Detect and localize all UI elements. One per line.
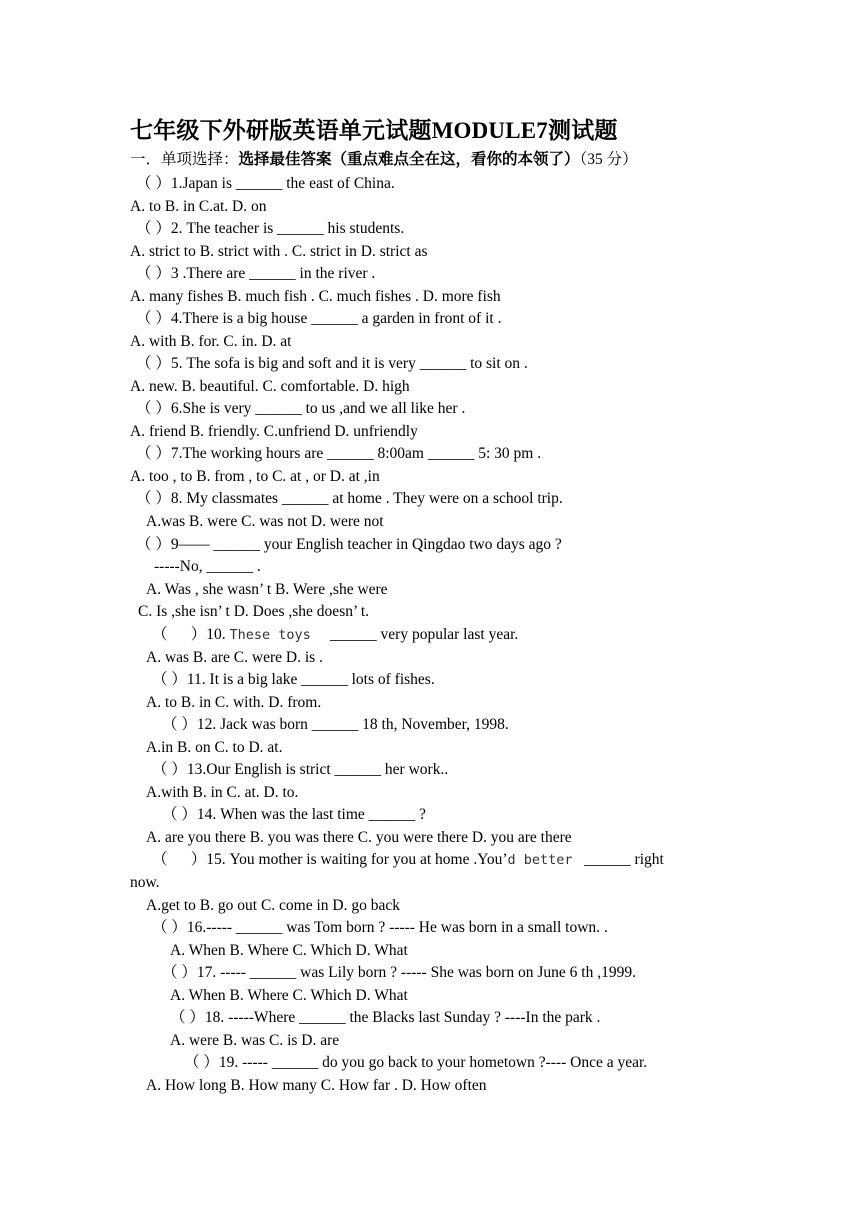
question-stem: （ ）11. It is a big lake ______ lots of fishes.	[152, 671, 435, 688]
question-stem: （ ）7.The working hours are ______ 8:00am ______ 5: 30 pm .	[136, 445, 542, 462]
question-stem	[152, 625, 518, 645]
question-stem: （ ）19. ----- ______ do you go back to your hometown ?---- Once a year.	[184, 1054, 648, 1071]
question-stem: （ ）1.Japan is ______ the east of China.	[136, 175, 395, 192]
question-stem: （ ）9—— ______ your English teacher in Qingdao two days ago ?	[136, 536, 562, 553]
question-options: A. are you there B. you was there C. you were there D. you are there	[146, 829, 572, 846]
question-stem: （ ）17. ----- ______ was Lily born ? ----- She was born on June 6 th ,1999.	[162, 964, 636, 981]
question-stem: （ ）13.Our English is strict ______ her work..	[152, 761, 449, 778]
question-stem: （ ）3 .There are ______ in the river .	[136, 265, 376, 282]
section-heading	[130, 150, 638, 170]
question-continuation: now.	[130, 874, 160, 891]
question-options: A.in B. on C. to D. at.	[146, 739, 283, 756]
question-stem-mono: d better	[507, 852, 573, 868]
question-options: A. new. B. beautiful. C. comfortable. D. high	[130, 378, 410, 395]
question-stem: （ ）2. The teacher is ______ his students.	[136, 220, 405, 237]
question-options: A. was B. are C. were D. is .	[146, 649, 323, 666]
question-stem	[152, 850, 664, 870]
question-options: C. Is ,she isn’ t D. Does ,she doesn’ t.	[138, 603, 370, 620]
question-stem: （ ）12. Jack was born ______ 18 th, November, 1998.	[162, 716, 509, 733]
question-stem-prefix: （ ）15. You mother is waiting for you at home .You’	[152, 851, 508, 868]
section-prefix: 一．单项选择：	[130, 151, 239, 168]
question-answer-prompt: -----No, ______ .	[154, 558, 261, 575]
question-stem: （ ）8. My classmates ______ at home . They were on a school trip.	[136, 490, 563, 507]
section-instruction: 选择最佳答案（重点难点全在这，看你的本领了）	[238, 151, 580, 168]
question-stem: （ ）4.There is a big house ______ a garden in front of it .	[136, 310, 502, 327]
question-options: A. with B. for. C. in. D. at	[130, 333, 292, 350]
question-options: A.with B. in C. at. D. to.	[146, 784, 299, 801]
question-options: A. When B. Where C. Which D. What	[170, 942, 408, 959]
question-options: A.was B. were C. was not D. were not	[146, 513, 384, 530]
question-options: A. too , to B. from , to C. at , or D. at ,in	[130, 468, 380, 485]
question-options: A. Was , she wasn’ t B. Were ,she were	[146, 581, 388, 598]
question-options: A. strict to B. strict with . C. strict in D. strict as	[130, 243, 428, 260]
question-stem: （ ）14. When was the last time ______ ?	[162, 806, 426, 823]
question-stem-suffix: ______ very popular last year.	[310, 626, 519, 643]
question-options: A. were B. was C. is D. are	[170, 1032, 340, 1049]
question-stem-prefix: （ ）10.	[152, 626, 230, 643]
question-stem-suffix: ______ right	[572, 851, 664, 868]
question-options: A. to B. in C.at. D. on	[130, 198, 267, 215]
question-options: A. friend B. friendly. C.unfriend D. unfriendly	[130, 423, 418, 440]
question-stem: （ ）5. The sofa is big and soft and it is very ______ to sit on .	[136, 355, 528, 372]
question-stem: （ ）18. -----Where ______ the Blacks last Sunday ? ----In the park .	[170, 1009, 601, 1026]
question-options: A.get to B. go out C. come in D. go back	[146, 897, 400, 914]
section-points: （35 分）	[579, 151, 638, 168]
question-stem: （ ）16.----- ______ was Tom born ? ----- He was born in a small town. .	[152, 919, 608, 936]
question-options: A. many fishes B. much fish . C. much fishes . D. more fish	[130, 288, 501, 305]
question-stem-mono: These toys	[229, 627, 311, 643]
page-title: 七年级下外研版英语单元试题MODULE7测试题	[130, 118, 618, 143]
question-stem: （ ）6.She is very ______ to us ,and we all like her .	[136, 400, 466, 417]
question-options: A. How long B. How many C. How far . D. How often	[146, 1077, 487, 1094]
question-options: A. to B. in C. with. D. from.	[146, 694, 322, 711]
question-options: A. When B. Where C. Which D. What	[170, 987, 408, 1004]
